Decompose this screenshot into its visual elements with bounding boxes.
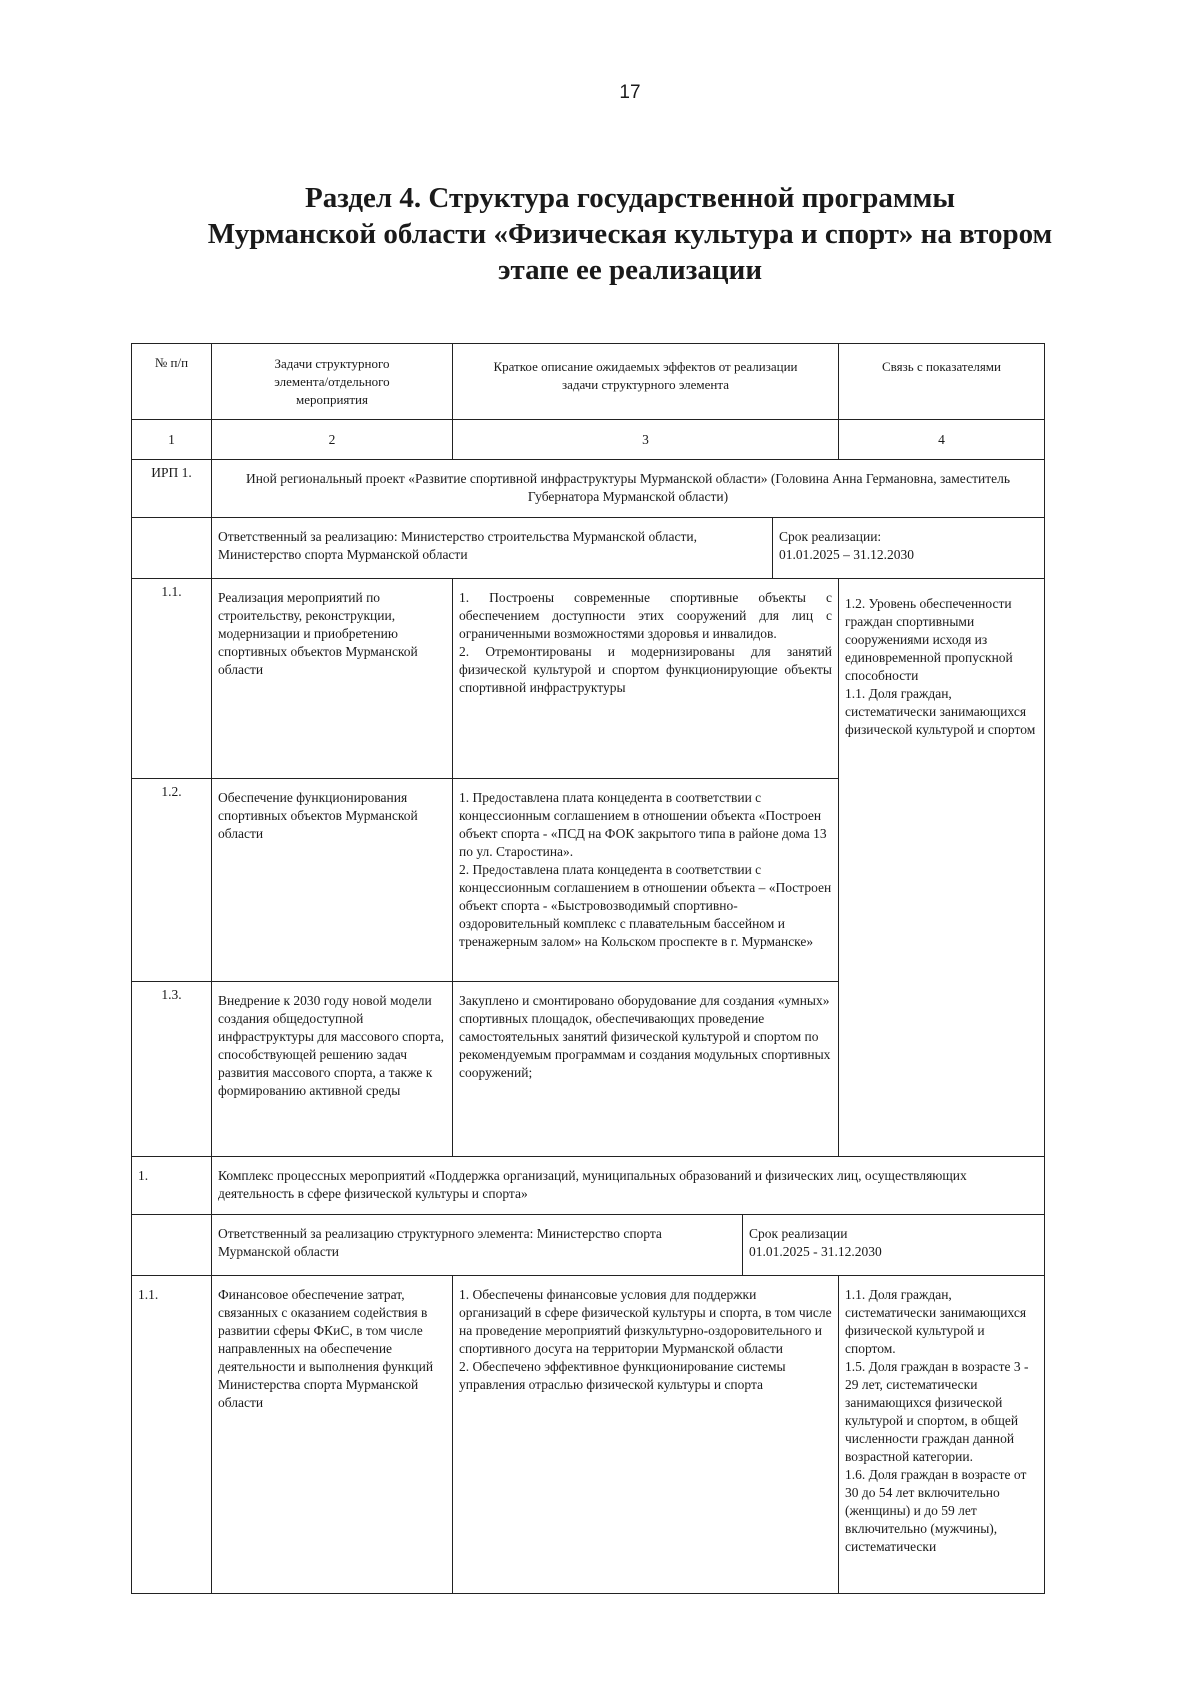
complex-title: Комплекс процессных мероприятий «Поддержка организаций, муниципальных образований и физических лиц, осуществляющих деятельность в сфере физической культуры и спорта» xyxy=(212,1157,1045,1215)
deadline-value: 01.01.2025 – 31.12.2030 xyxy=(779,547,914,562)
row-effects xyxy=(453,982,839,1157)
section-title xyxy=(190,180,1070,288)
complex-num: 1. xyxy=(132,1157,212,1215)
deadline-cell xyxy=(743,1215,1045,1275)
title-line: Мурманской области «Физическая культура и спорт» на втором xyxy=(207,218,1053,250)
title-line: Раздел 4. Структура государственной программы xyxy=(305,182,955,214)
responsible-text: Ответственный за реализацию структурного элемента: Министерство спорта Мурманской области xyxy=(212,1215,743,1275)
row-task: Финансовое обеспечение затрат, связанных с оказанием содействия в развитии сферы ФКиС, в том числе направленных на обеспечение деятельности и выполнения функций Министерства спорта Мурманской области xyxy=(212,1276,453,1594)
effect-item: 2. Обеспечено эффективное функционирование системы управления отраслью физической культуры и спорта xyxy=(459,1359,786,1392)
effect-item: 1. Построены современные спортивные объекты с обеспечением доступности этих сооружений для лиц с ограниченными возможностями здоровья и инвалидов. xyxy=(459,590,832,641)
responsible-text: Ответственный за реализацию: Министерство строительства Мурманской области, Министерство спорта Мурманской области xyxy=(212,518,773,578)
header-indicators: Связь с показателями xyxy=(839,344,1045,420)
deadline-label: Срок реализации: xyxy=(779,529,882,544)
responsible-cell xyxy=(212,518,1045,579)
header-task: Задачи структурного элемента/отдельного мероприятия xyxy=(212,344,453,420)
row-num: 1.2. xyxy=(132,779,212,982)
indicators-cell xyxy=(839,1276,1045,1594)
column-number: 4 xyxy=(839,420,1045,460)
effect-item: 1. Предоставлена плата концедента в соответствии с концессионным соглашением в отношении объекта «Построен объект спорта - «ПСД на ФОК закрытого типа в районе дома 13 по ул. Старостина». xyxy=(459,790,827,859)
table-row xyxy=(132,1276,1045,1594)
page-number: 17 xyxy=(619,82,641,103)
deadline-cell xyxy=(773,518,1045,578)
column-number-row xyxy=(132,420,1045,460)
complex-row xyxy=(132,1157,1045,1215)
deadline-value: 01.01.2025 - 31.12.2030 xyxy=(749,1244,882,1259)
table-row xyxy=(132,579,1045,779)
indicator-item: 1.5. Доля граждан в возрасте 3 - 29 лет, систематически занимающихся физической культурой и спортом, в общей численности граждан данной возрастной категории. xyxy=(845,1359,1029,1464)
row-effects xyxy=(453,579,839,779)
empty-cell xyxy=(132,1215,212,1276)
column-number: 1 xyxy=(132,420,212,460)
indicator-item: 1.1. Доля граждан, систематически занимающихся физической культурой и спортом. xyxy=(845,1287,1027,1356)
row-effects xyxy=(453,779,839,982)
title-line: этапе ее реализации xyxy=(497,254,763,286)
column-number: 3 xyxy=(453,420,839,460)
indicators-cell xyxy=(839,579,1045,1157)
responsible-row xyxy=(132,518,1045,579)
header-row xyxy=(132,344,1045,420)
project-num: ИРП 1. xyxy=(132,460,212,518)
effect-item: 2. Отремонтированы и модернизированы для занятий физической культурой и спортом функционирующие объекты спортивной инфраструктуры xyxy=(459,644,832,695)
row-task: Обеспечение функционирования спортивных объектов Мурманской области xyxy=(212,779,453,982)
column-number: 2 xyxy=(212,420,453,460)
header-effects: Краткое описание ожидаемых эффектов от реализации задачи структурного элемента xyxy=(453,344,839,420)
project-title: Иной региональный проект «Развитие спортивной инфраструктуры Мурманской области» (Головина Анна Германовна, заместитель Губернатора Мурманской области) xyxy=(212,460,1045,518)
header-num: № п/п xyxy=(132,344,212,420)
structure-table xyxy=(131,343,1045,1594)
row-task: Реализация мероприятий по строительству, реконструкции, модернизации и приобретению спортивных объектов Мурманской области xyxy=(212,579,453,779)
row-num: 1.1. xyxy=(132,1276,212,1594)
responsible-cell xyxy=(212,1215,1045,1276)
row-effects xyxy=(453,1276,839,1594)
row-num: 1.1. xyxy=(132,579,212,779)
effect-item: 1. Обеспечены финансовые условия для поддержки организаций в сфере физической культуры и спорта, в том числе на проведение мероприятий физкультурно-оздоровительного и спортивного досуга на территории Мурманской области xyxy=(459,1287,832,1356)
indicator-item: 1.6. Доля граждан в возрасте от 30 до 54 лет включительно (женщины) и до 59 лет включительно (мужчины), систематически xyxy=(845,1467,1027,1554)
empty-cell xyxy=(132,518,212,579)
row-num: 1.3. xyxy=(132,982,212,1157)
indicator-item: 1.2. Уровень обеспеченности граждан спортивными сооружениями исходя из единовременной пропускной способности xyxy=(845,596,1013,683)
deadline-label: Срок реализации xyxy=(749,1226,848,1241)
effect-item: Закуплено и смонтировано оборудование для создания «умных» спортивных площадок, обеспечивающих проведение самостоятельных занятий физической культурой и спортом по рекомендуемым программам и создания модульных спортивных сооружений; xyxy=(459,993,831,1080)
responsible-row xyxy=(132,1215,1045,1276)
row-task: Внедрение к 2030 году новой модели создания общедоступной инфраструктуры для массового спорта, способствующей решению задач развития массового спорта, а также к формированию активной среды xyxy=(212,982,453,1157)
effect-item: 2. Предоставлена плата концедента в соответствии с концессионным соглашением в отношении объекта – «Построен объект спорта - «Быстровозводимый спортивно-оздоровительный комплекс с плавательным бассейном и тренажерным залом» на Кольском проспекте в г. Мурманске» xyxy=(459,862,832,949)
project-row xyxy=(132,460,1045,518)
indicator-item: 1.1. Доля граждан, систематически занимающихся физической культурой и спортом xyxy=(845,686,1036,737)
